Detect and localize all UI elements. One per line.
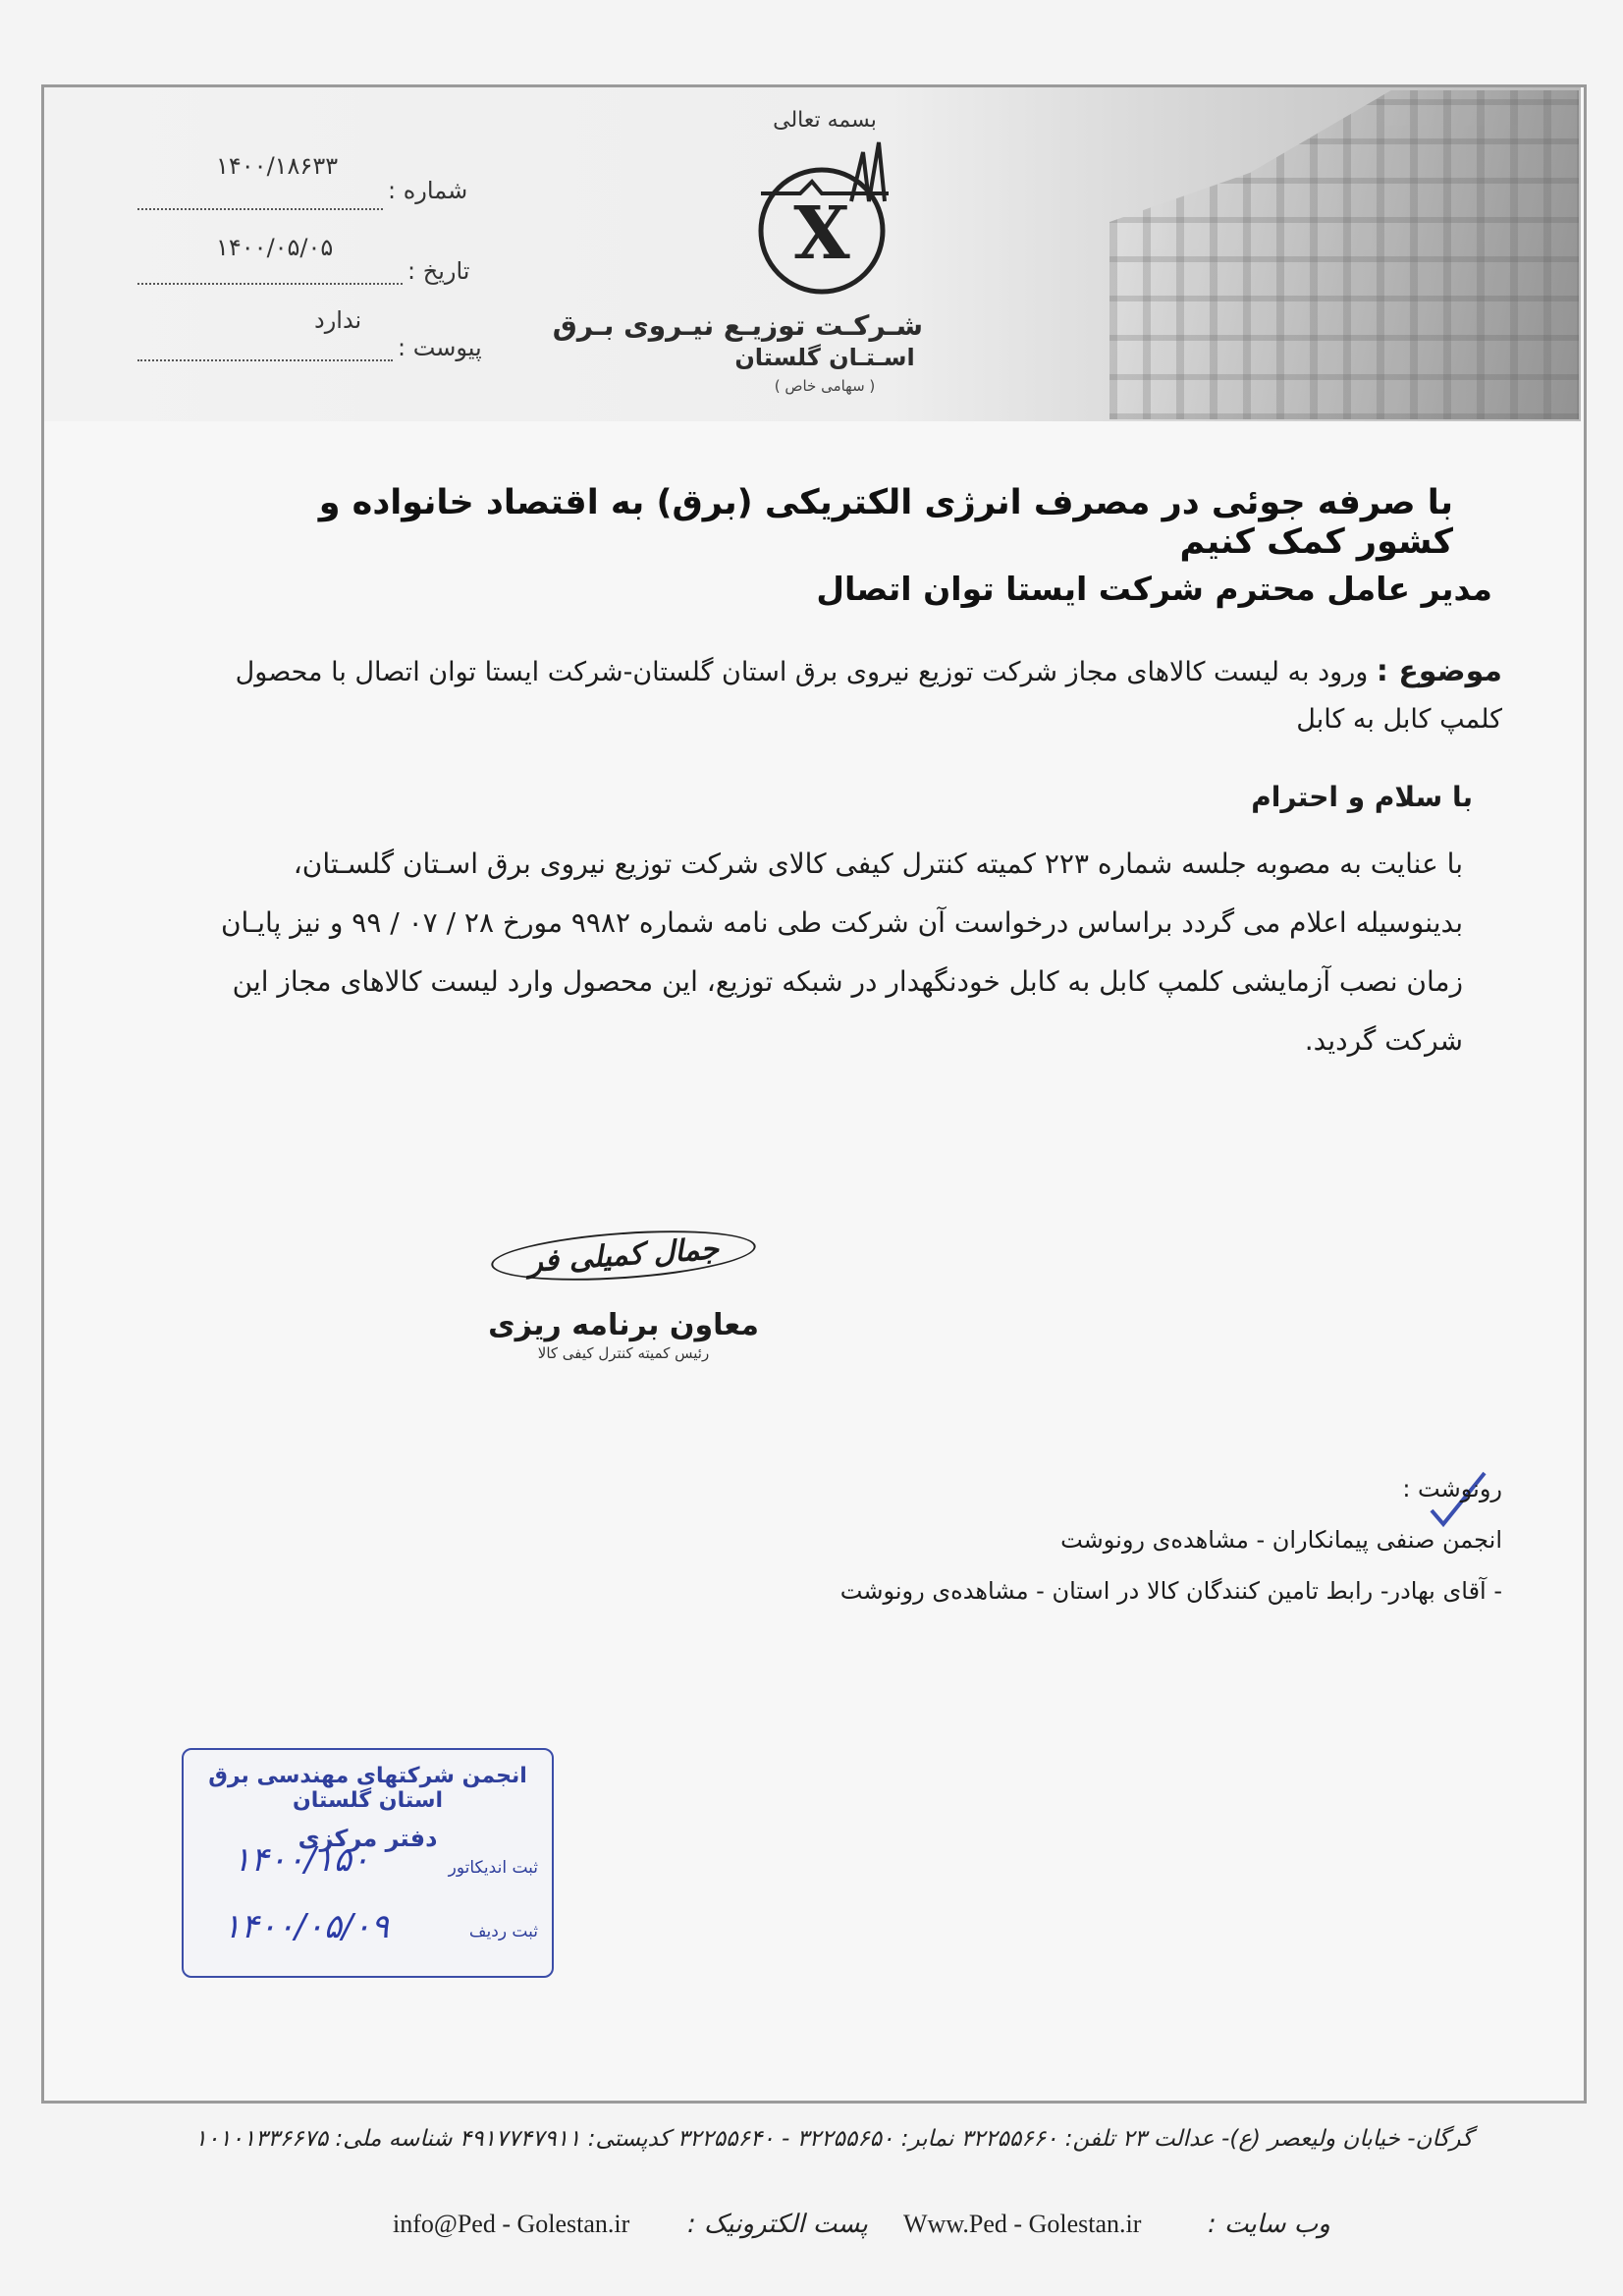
cc-label: رونوشت : bbox=[1402, 1475, 1502, 1503]
letter-body: با عنایت به مصوبه جلسه شماره ۲۲۳ کمیته کنترل کیفی کالای شرکت توزیع نیروی برق اسـتان گلسـتان، بدینوسیله اعلام می گردد براساس درخواست آن شرکت طی نامه شماره ۹۹۸۲ مورخ ۲۸ / ۰۷ / ۹۹ و نیز پایـان زمان نصب آزمایشی کلمپ کابل به کابل خودنگهدار در شبکه توزیع، این محصول وارد لیست کالاهای مجاز این شرکت گردید. bbox=[220, 847, 1463, 1057]
subject-label: موضوع : bbox=[1376, 654, 1502, 688]
cc-block bbox=[687, 1463, 1502, 1616]
stamp-office: دفتر مرکزی bbox=[298, 1825, 438, 1852]
signature-title: معاون برنامه ریزی bbox=[488, 1308, 759, 1342]
greeting: با سلام و احترام bbox=[1251, 781, 1473, 813]
stamp-title: انجمن شرکتهای مهندسی برق استان گلستان bbox=[208, 1764, 527, 1813]
company-logo-icon bbox=[741, 133, 908, 300]
svg-text:X: X bbox=[793, 191, 850, 276]
footer-address: گرگان- خیابان ولیعصر (ع)- عدالت ۲۳ تلفن: ۳۲۲۵۵۶۶۰ نمابر: ۳۲۲۵۵۶۵۰ - ۳۲۲۵۵۶۴۰ کدپستی: ۴۹۱۷۷۴۷۹۱۱ شناسه ملی: ۱۰۱۰۱۳۳۶۶۷۵ bbox=[194, 2126, 1473, 2152]
stamp-indicator-value: ۱۴۰۰/۱۵۰ bbox=[233, 1840, 370, 1880]
footer-website-label: وب سایت : bbox=[1208, 2210, 1330, 2239]
attachment-dots bbox=[137, 359, 393, 361]
stamp-row-value: ۱۴۰۰/۰۵/۰۹ bbox=[223, 1907, 390, 1946]
company-name: شـرکـت توزیـع نیـروی بـرق bbox=[552, 309, 923, 342]
stamp-indicator-label: ثبت اندیکاتور bbox=[448, 1858, 538, 1878]
company-logo-block bbox=[552, 108, 923, 432]
date-label: تاریخ : bbox=[407, 257, 470, 285]
subject-block bbox=[196, 648, 1502, 743]
registration-stamp bbox=[182, 1748, 554, 1978]
subject-text: ورود به لیست کالاهای مجاز شرکت توزیع نیروی برق استان گلستان-شرکت ایستا توان اتصال با محصول کلمپ کابل به کابل bbox=[235, 657, 1502, 735]
energy-slogan: با صرفه جوئی در مصرف انرژی الکتریکی (برق) به اقتصاد خانواده و کشور کمک کنیم bbox=[318, 483, 1453, 562]
attachment-value: ندارد bbox=[314, 306, 362, 334]
number-dots bbox=[137, 208, 383, 210]
attachment-label: پیوست : bbox=[398, 334, 482, 361]
company-type: ( سهامی خاص ) bbox=[774, 377, 876, 395]
footer-email-label: پست الکترونیک : bbox=[687, 2210, 868, 2239]
besmeh-text: بسمه تعالی bbox=[773, 108, 877, 133]
number-value: ۱۴۰۰/۱۸۶۳۳ bbox=[216, 152, 339, 180]
addressee: مدیر عامل محترم شرکت ایستا توان اتصال bbox=[816, 570, 1492, 608]
stamp-row-label: ثبت ردیف bbox=[468, 1922, 538, 1941]
footer-website: Www.Ped - Golestan.ir bbox=[903, 2210, 1142, 2238]
cc-item: - آقای بهادر- رابط تامین کنندگان کالا در استان - مشاهده‌ی رونوشت bbox=[839, 1577, 1502, 1605]
number-label: شماره : bbox=[388, 177, 468, 204]
date-value: ۱۴۰۰/۰۵/۰۵ bbox=[216, 234, 334, 261]
footer-email: info@Ped - Golestan.ir bbox=[393, 2210, 630, 2238]
signature-name: جمال کمیلی فر bbox=[490, 1224, 758, 1288]
cc-item: انجمن صنفی پیمانکاران - مشاهده‌ی رونوشت bbox=[1060, 1526, 1502, 1554]
date-dots bbox=[137, 283, 403, 285]
company-province: اسـتـان گلستان bbox=[734, 344, 915, 371]
signature-subtitle: رئیس کمیته کنترل کیفی کالا bbox=[537, 1344, 710, 1362]
signature-block bbox=[481, 1232, 766, 1362]
